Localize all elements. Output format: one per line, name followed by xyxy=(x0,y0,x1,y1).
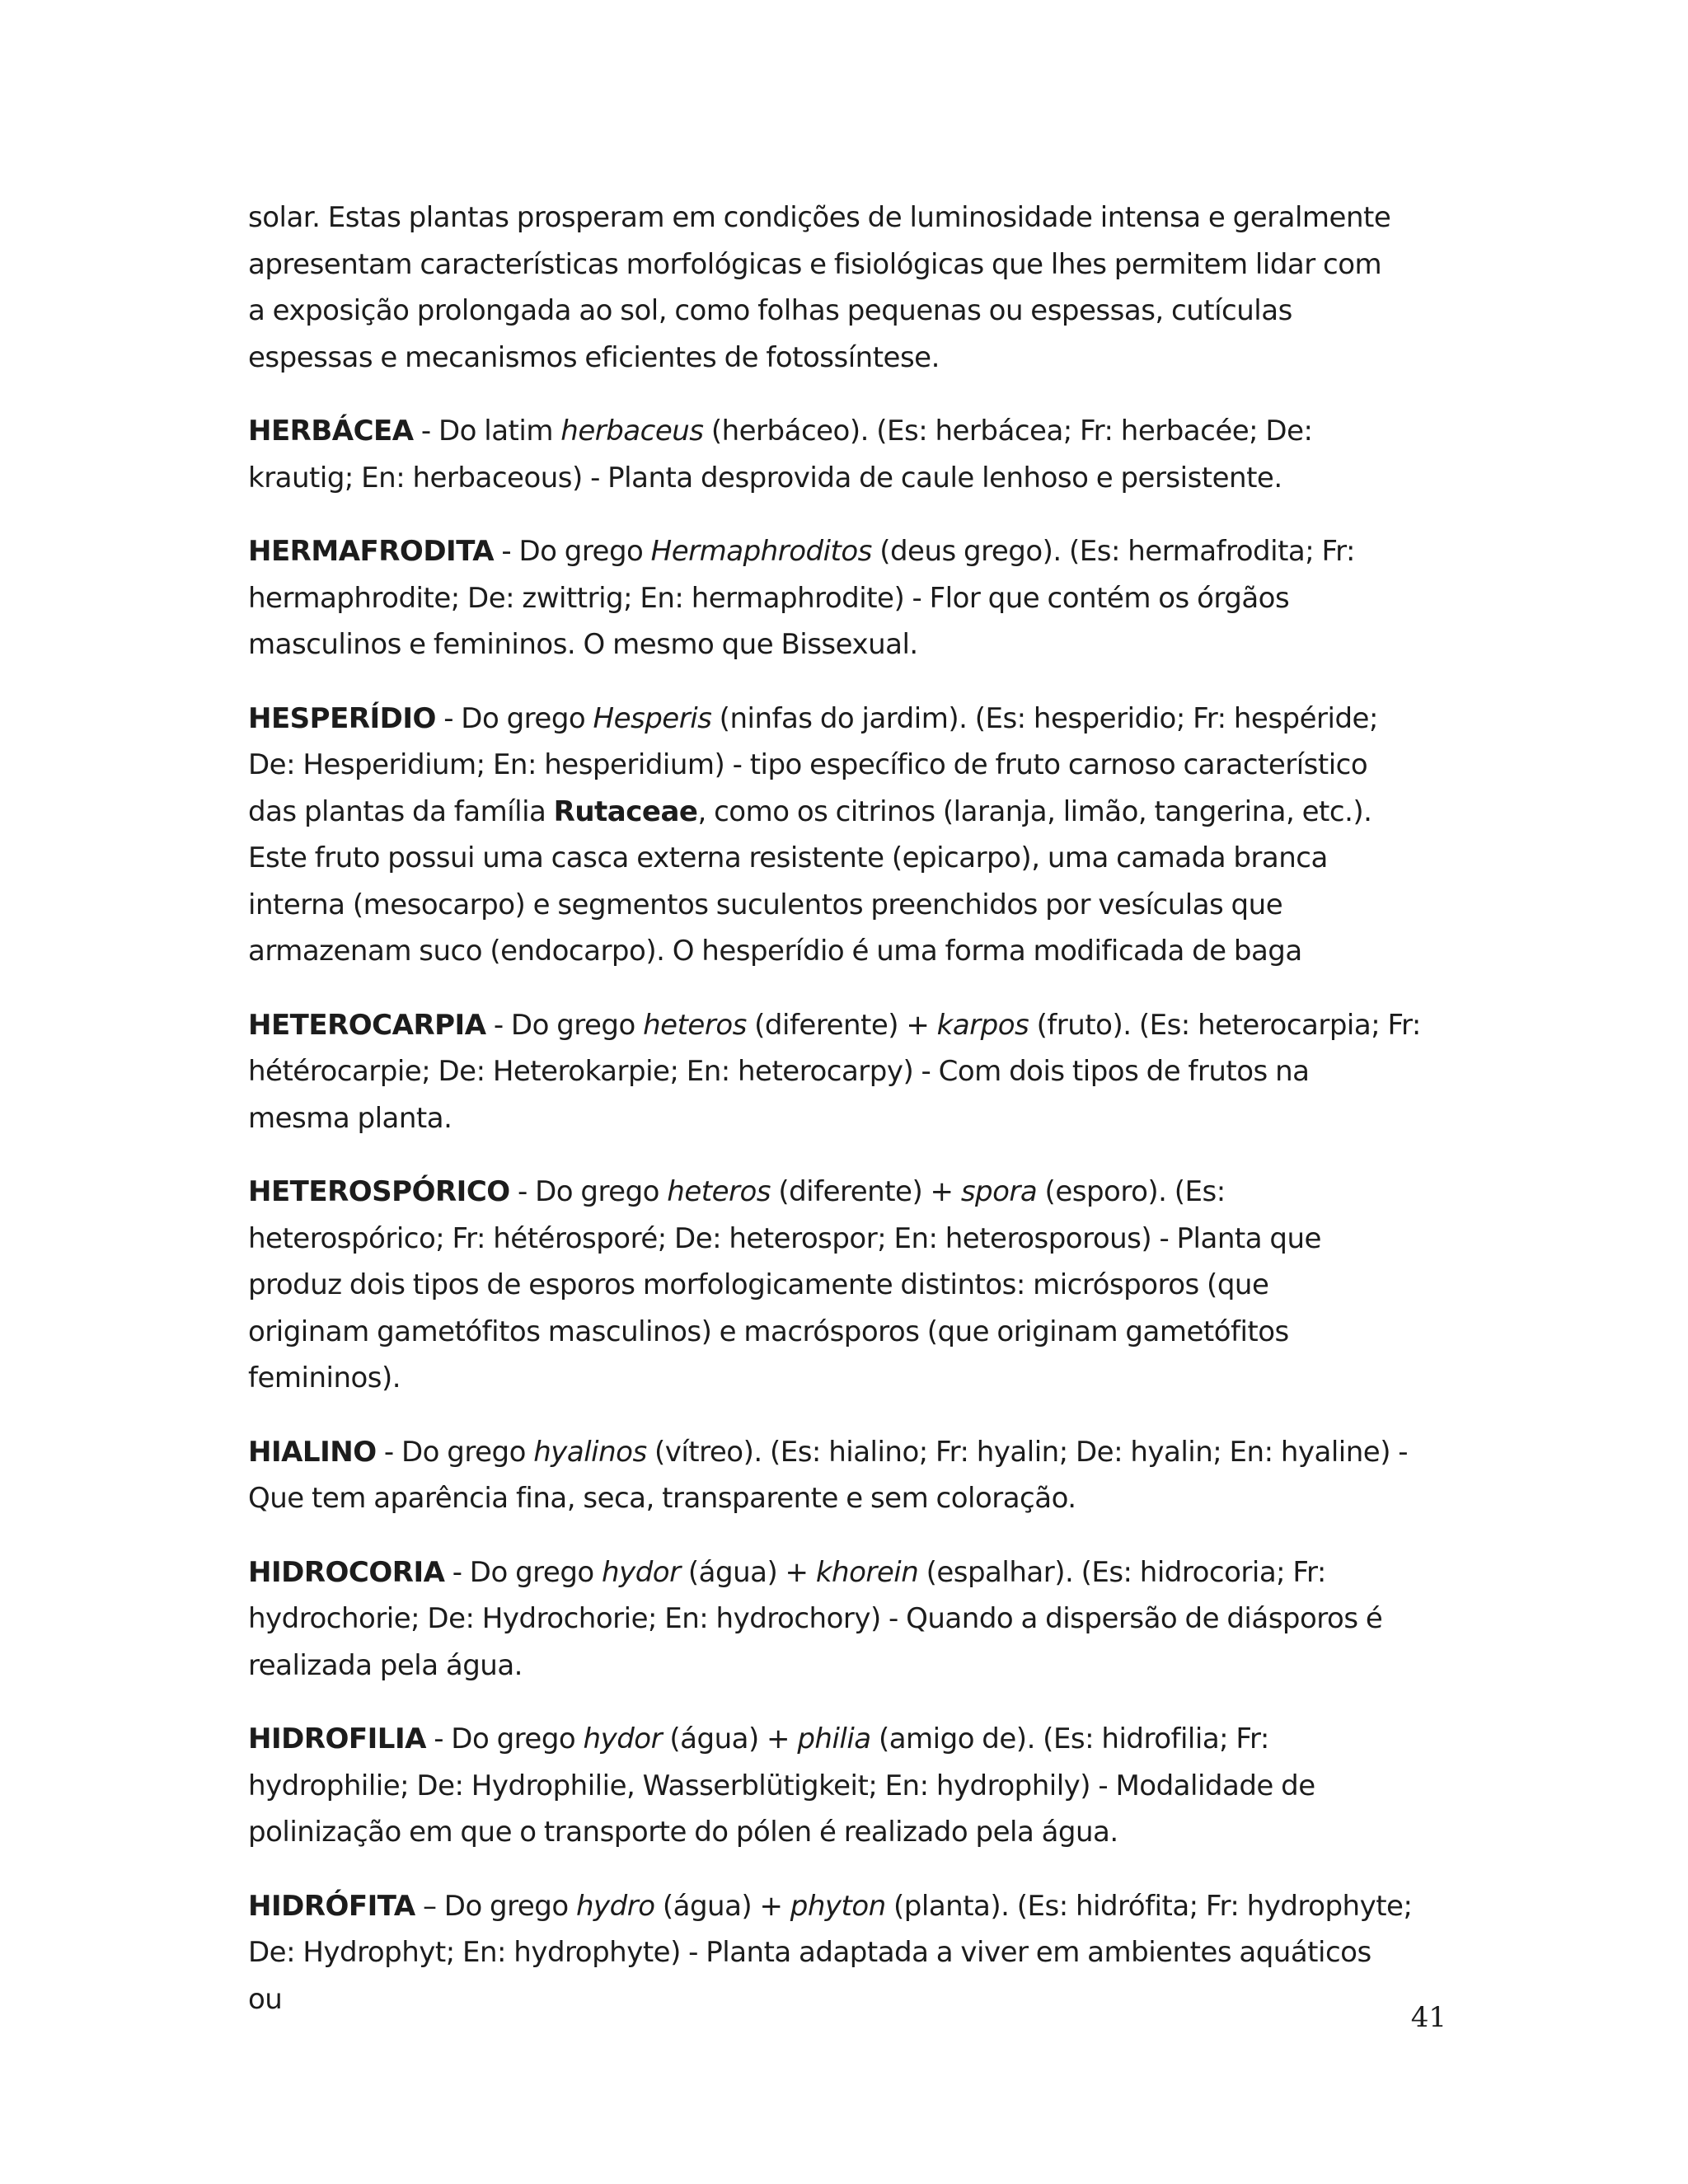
entry-term: HERMAFRODITA xyxy=(248,535,495,568)
etymology-root: herbaceus xyxy=(560,415,704,448)
glossary-body xyxy=(248,194,1451,2050)
glossary-entry: HERMAFRODITA - Do grego Hermaphroditos (deus grego). (Es: hermafrodita; Fr: hermaphrodite; De: zwittrig; En: hermaphrodite) - Flor que contém os órgãos masculinos e femininos. O mesmo que Bissexual. xyxy=(248,535,1355,661)
etymology-root: khorein xyxy=(815,1555,919,1589)
glossary-entry: HETEROSPÓRICO - Do grego heteros (diferente) + spora (esporo). (Es: heterospórico; Fr: hétérosporé; De: heterospor; En: heterosporous) - Planta que produz dois tipos de esporos morfologicamente distintos: micrósporos (que originam gametófitos masculinos) e macrósporos (que originam gametófitos femininos). xyxy=(248,1175,1321,1394)
continuation-paragraph: solar. Estas plantas prosperam em condições de luminosidade intensa e geralmente apresentam características morfológicas e fisiológicas que lhes permitem lidar com a exposição prolongada ao sol, como folhas pequenas ou espessas, cutículas espessas e mecanismos eficientes de fotossíntese. xyxy=(248,201,1391,374)
etymology-root: karpos xyxy=(936,1008,1029,1042)
etymology-root: heteros xyxy=(643,1008,747,1042)
entry-term: HIALINO xyxy=(248,1435,377,1469)
etymology-root: Hermaphroditos xyxy=(650,535,872,568)
etymology-root: hyalinos xyxy=(533,1435,647,1469)
etymology-root: philia xyxy=(797,1722,871,1755)
etymology-root: Hesperis xyxy=(593,701,712,735)
glossary-entry: HIALINO - Do grego hyalinos (vítreo). (Es: hialino; Fr: hyalin; De: hyalin; En: hyaline) - Que tem aparência fina, seca, transparente e sem coloração. xyxy=(248,1435,1409,1515)
entry-term: HIDROCORIA xyxy=(248,1555,445,1589)
entry-term: HERBÁCEA xyxy=(248,415,414,448)
entry-term: HESPERÍDIO xyxy=(248,701,436,735)
entry-term: HETEROCARPIA xyxy=(248,1008,486,1042)
etymology-root: hydor xyxy=(602,1555,681,1589)
etymology-root: phyton xyxy=(790,1889,886,1923)
bold-term: Rutaceae xyxy=(553,794,698,828)
etymology-root: heteros xyxy=(667,1175,771,1208)
glossary-entry: HERBÁCEA - Do latim herbaceus (herbáceo). (Es: herbácea; Fr: herbacée; De: krautig; En: herbaceous) - Planta desprovida de caule lenhoso e persistente. xyxy=(248,415,1313,494)
glossary-entry: HETEROCARPIA - Do grego heteros (diferente) + karpos (fruto). (Es: heterocarpia; Fr: hétérocarpie; De: Heterokarpie; En: heterocarpy) - Com dois tipos de frutos na mesma planta. xyxy=(248,1008,1421,1135)
etymology-root: hydor xyxy=(583,1722,663,1755)
glossary-entry: HIDRÓFITA – Do grego hydro (água) + phyton (planta). (Es: hidrófita; Fr: hydrophyte; De: Hydrophyt; En: hydrophyte) - Planta adaptada a viver em ambientes aquáticos ou xyxy=(248,1889,1413,2016)
entry-term: HETEROSPÓRICO xyxy=(248,1175,510,1208)
entry-term: HIDRÓFITA xyxy=(248,1889,415,1923)
glossary-entry: HESPERÍDIO - Do grego Hesperis (ninfas do jardim). (Es: hesperidio; Fr: hespéride; De: Hesperidium; En: hesperidium) - tipo específico de fruto carnoso característico das plantas da família Rutaceae, como os citrinos (laranja, limão, tangerina, etc.). Este fruto possui uma casca externa resistente (epicarpo), uma camada branca interna (mesocarpo) e segmentos suculentos preenchidos por vesículas que armazenam suco (endocarpo). O hesperídio é uma forma modificada de baga xyxy=(248,701,1378,968)
entry-term: HIDROFILIA xyxy=(248,1722,426,1755)
page-number: 41 xyxy=(1410,2001,1447,2034)
glossary-entry: HIDROFILIA - Do grego hydor (água) + philia (amigo de). (Es: hidrofilia; Fr: hydrophilie; De: Hydrophilie, Wasserblütigkeit; En: hydrophily) - Modalidade de polinização em que o transporte do pólen é realizado pela água. xyxy=(248,1722,1315,1849)
etymology-root: spora xyxy=(960,1175,1038,1208)
glossary-entry: HIDROCORIA - Do grego hydor (água) + khorein (espalhar). (Es: hidrocoria; Fr: hydrochorie; De: Hydrochorie; En: hydrochory) - Quando a dispersão de diásporos é realizada pela água. xyxy=(248,1555,1383,1682)
etymology-root: hydro xyxy=(575,1889,655,1923)
